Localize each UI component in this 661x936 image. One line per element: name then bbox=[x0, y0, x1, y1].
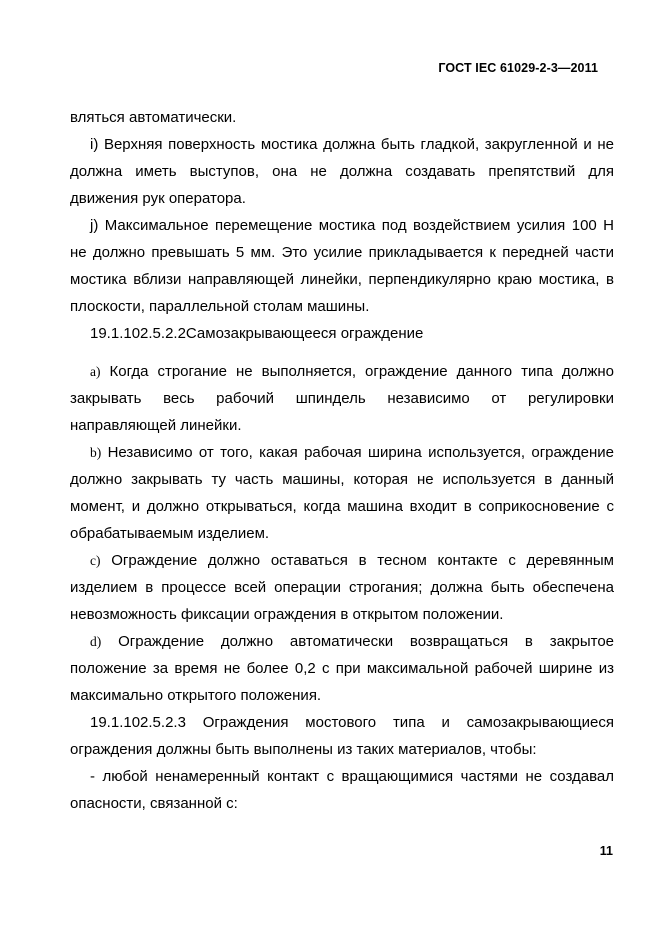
document-header: ГОСТ IEC 61029-2-3—2011 bbox=[438, 61, 598, 75]
paragraph-text: j) Максимальное перемещение мостика под воздействием усилия 100 Н не должно превышать 5 мм. Это усилие прикладывается к передней части мостика вблизи направляющей линейки, перпендикулярно краю мостика, в плоскости, параллельной столам машины. bbox=[70, 217, 614, 315]
page-number: 11 bbox=[599, 844, 613, 858]
paragraph-text: i) Верхняя поверхность мостика должна быть гладкой, закругленной и не должна иметь выступов, она не должна создавать препятствий для движения рук оператора. bbox=[70, 136, 614, 207]
paragraph-text: вляться автоматически. bbox=[70, 109, 237, 126]
paragraph-item-b bbox=[70, 439, 614, 547]
paragraph-item-a bbox=[70, 358, 614, 439]
paragraph-item-d bbox=[70, 628, 614, 709]
paragraph-continuation bbox=[70, 104, 614, 131]
paragraph-item-j bbox=[70, 212, 614, 320]
list-item-dash bbox=[70, 763, 614, 817]
section-heading bbox=[70, 320, 614, 347]
paragraph-item-i bbox=[70, 131, 614, 212]
paragraph-text: Ограждение должно оставаться в тесном контакте с деревянным изделием в процессе всей операции строгания; должна быть обеспечена невозможность фиксации ограждения в открытом положении. bbox=[70, 552, 614, 623]
item-label: c) bbox=[90, 553, 101, 568]
item-label: a) bbox=[90, 364, 101, 379]
item-label: b) bbox=[90, 445, 102, 460]
document-body bbox=[70, 104, 614, 817]
item-label: d) bbox=[90, 634, 102, 649]
paragraph-item-c bbox=[70, 547, 614, 628]
paragraph-text: Когда строгание не выполняется, ограждение данного типа должно закрывать весь рабочий шпиндель независимо от регулировки направляющей линейки. bbox=[70, 363, 614, 434]
section-heading-text: 19.1.102.5.2.2Самозакрывающееся ограждение bbox=[90, 325, 424, 342]
paragraph-text: Ограждение должно автоматически возвращаться в закрытое положение за время не более 0,2 с при максимальной рабочей ширине из максимально открытого положения. bbox=[70, 633, 614, 704]
section-paragraph bbox=[70, 709, 614, 763]
paragraph-text: 19.1.102.5.2.3 Ограждения мостового типа и самозакрывающиеся ограждения должны быть выполнены из таких материалов, чтобы: bbox=[70, 714, 614, 758]
paragraph-text: - любой ненамеренный контакт с вращающимися частями не создавал опасности, связанной с: bbox=[70, 768, 614, 812]
paragraph-text: Независимо от того, какая рабочая ширина используется, ограждение должно закрывать ту часть машины, которая не используется в данный момент, и должно открываться, когда машина входит в соприкосновение с обрабатываемым изделием. bbox=[70, 444, 614, 542]
